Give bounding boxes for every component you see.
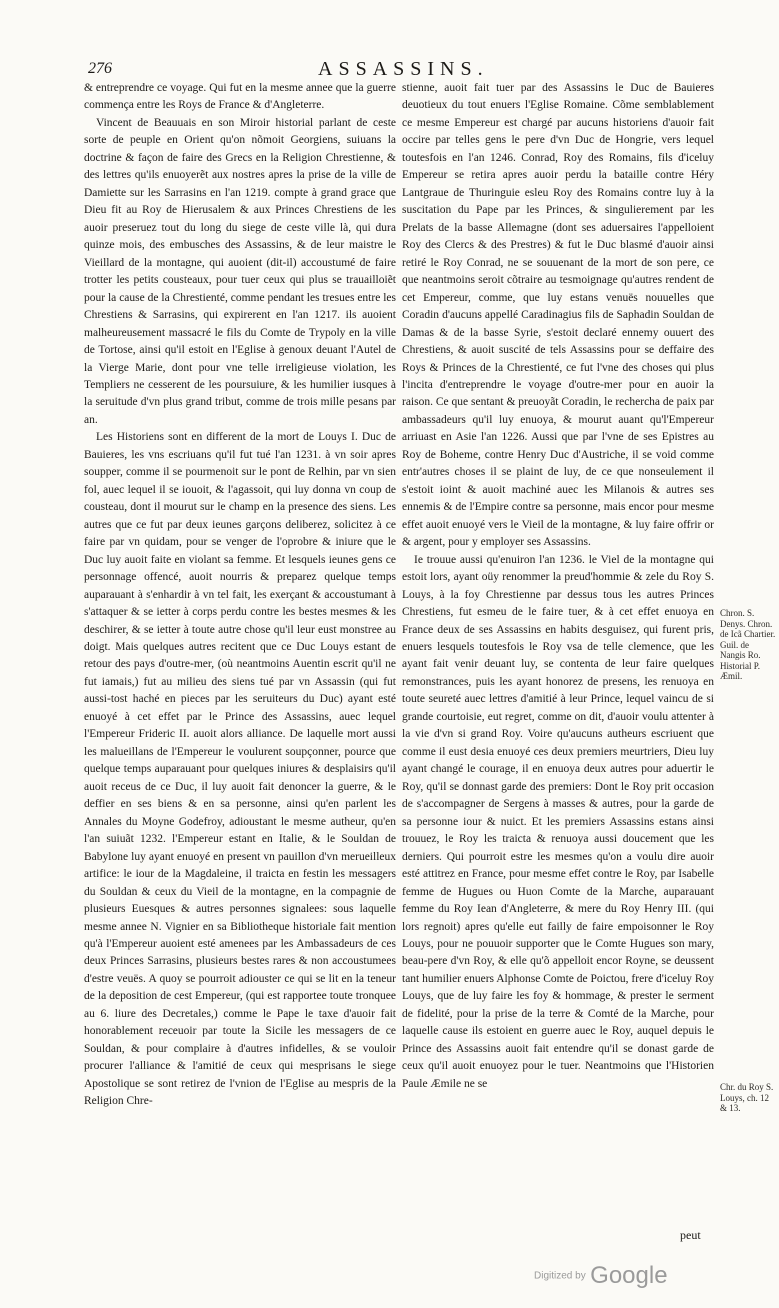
page-number: 276 (88, 60, 112, 77)
right-column (402, 80, 714, 1093)
paragraph: Ie trouue aussi qu'enuiron l'an 1236. le Viel de la montagne qui estoit lors, ayant oüy renommer la preud'hommie & zele du Roy S. Louys, à la foy Chrestienne par dessus tous les autres Princes Chrestiens, fut esmeu de le faire tuer, & à cet effet enuoya en France deux de ses Assassins en habits desguisez, qui furent pris, enuers lesquels toutesfois le Roy vsa de telle clemence, que les ayant fait venir deuant luy, se contenta de leur faire quelques remonstrances, puis les ayant honorez de presens, les renuoya en toute seureté auec lettres d'amitié à leur Prince, lequel vaincu de si grande courtoisie, eut regret, comme on dit, d'auoir voulu attenter à la vie d'vn si grand Roy. Voire qu'aucuns autheurs escriuent que comme il eust desia enuoyé ces deux premiers meurtriers, Dieu luy ayant changé le courage, il en enuoya deux autres pour aduertir le Roy, qu'il se donnast garde des premiers: Dont le Roy prit occasion de s'accompagner de Sergens à masses & autres, pour la garde de sa personne iour & nuict. Et les premiers Assassins estans ainsi trouuez, le Roy les traicta & renuoya aussi doucement que les derniers. Qui pourroit estre les mesmes qu'on a voulu dire auoir esté attitrez en France, pour mesme effet contre le Roy, par Isabelle femme de Hugues ou Huon Comte de la Marche, auparauant femme du Roy Iean d'Angleterre, & mere du Roy Henry III. (qui lors regnoit) apres qu'elle eut failly de faire empoisonner le Roy Louys, pour ne pouuoir supporter que le Comte Hugues son mary, beau-pere d'vn Roy, & elle qu'õ appelloit encor Royne, se deussent tant humilier enuers Alphonse Comte de Poictou, frere d'iceluy Roy Louys, que de luy faire les foy & hommage, & prester le serment de fidelité, pour la prise de la terre & Comté de la Marche, pour laquelle cause ils estoient en guerre auec le Roy, auquel depuis le Prince des Assassins auoit fait entendre qu'il se donast garde de ceux qu'il auoit enuoyez pour le tuer. Neantmoins que l'Historien Paule Æmile ne se (402, 553, 714, 1090)
margin-note-chronique-roy: Chr. du Roy S. Louys, ch. 12 & 13. (720, 1082, 774, 1113)
google-logo: Google (590, 1262, 668, 1289)
paragraph: Vincent de Beauuais en son Miroir historial parlant de ceste sorte de peuple en Orient qu'on nõmoit Georgiens, suiuans la doctrine & façon de faire des Grecs en la Religion Chrestienne, & des lettres qu'ils enuoyerẽt aux nostres apres la prise de la ville de Damiette sur les Sarrasins en l'an 1219. compte à grand grace que Dieu fit au Roy de Hierusalem & aux Princes Chrestiens de les auoir preseruez tout du long du siege de ceste ville là, qui dura quinze mois, des embusches des Assassins, & de leur maistre le Vieillard de la montagne, qui auoient (dit-il) accoustumé de faire trotter les petits cousteaux, pour tuer ceux qui plus se trauailloiẽt pour la cause de la Chrestienté, comme pendant les tresues entre les Chrestiens & Sarrasins, qui expirerent en l'an 1217. ils auoient malheureusement massacré le fils du Comte de Trypoly en la ville de Tortose, ainsi qu'il estoit en l'Eglise à genoux deuant l'Autel de la Vierge Marie, dont pour vne telle irreligieuse violation, les Templiers ne cesserent de les poursuiure, & les humilier iusques à la seruitude d'vn plus grand tribut, comme de trois mille pesans par an. (84, 116, 396, 426)
catchword: peut (680, 1228, 701, 1242)
paragraph: Les Historiens sont en different de la mort de Louys I. Duc de Bauieres, les vns escriuans qu'il fut tué l'an 1231. à vn soir apres soupper, comme il se pourmenoit sur le pont de Relhin, par vn sien fol, auec lequel il se iouoit, & l'agassoit, qui luy donna vn coup de cousteau, dont il mourut sur le champ en la presence des siens. Les autres que ce fut par deux ieunes garçons deliberez, solicitez à ce faire par vn quidam, pour se venger de l'oprobre & iniure que le Duc luy auoit faite en violant sa femme. Et lesquels ieunes gens ce personnage offencé, auoit nourris & preparez quelque temps auparauant à s'enhardir à vn tel fait, les exerçant & accoustumant à s'attaquer & se ietter à corps perdu contre les bestes mesmes & les deschirer, & se ietter à toute autre chose qu'il leur eust monstree au doigt. Mais quelques autres recitent que ce Duc Louys estant de retour des pays d'outre-mer, (où neantmoins Auentin escrit qu'il ne fut iamais,) fut au milieu des siens tué par vn Assassin (qui fut aussi-tost haché en pieces par les seruiteurs du Duc) ayant esté enuoyé à cet effet par le Prince des Assassins, auec lequel l'Empereur Frideric II. auoit alors alliance. De laquelle mort aussi les malueillans de l'Empereur le voulurent soupçonner, pource que quelque temps auparauant pour quelques iniures & desplaisirs qu'il auoit receus de ce Duc, il luy auoit fait denoncer la guerre, & le deffier en ses biens & en sa personne, ainsi qu'en parlent les Annales du Moyne Godefroy, adioustant le mesme autheur, qu'en l'an suiuãt 1232. l'Empereur estant en Italie, & le Souldan de Babylone luy ayant enuoyé en present vn pauillon d'vn merueilleux artifice: le iour de la Magdaleine, il traicta en festin les messagers du Souldan & ceux du Vieil de la montagne, en la compagnie de plusieurs Euesques & autres personnes signalees: sous laquelle mesme annee N. Vignier en sa Bibliotheque historiale fait mention qu'à l'Empereur auoient esté amenees par les Ambassadeurs de ces deux Princes Sarrasins, plusieurs bestes rares & non accoustumees d'estre veuës. A quoy se pourroit adiouster ce qui se lit en la teneur de la deposition de cest Empereur, (qui est rapportee toute tronquee au 6. liure des Decretales,) comme le Pape le taxe d'auoir fait honorablement receuoir par toute la Sicile les messagers de ce Souldan, & pour complaire à d'autres infidelles, & se vouloir procurer l'alliance & l'amitié de ceux qui mesprisans le siege Apostolique se sont retirez de l'vnion de l'Eglise au mespris de la Religion Chre- (84, 431, 396, 1108)
margin-note-chronicles: Chron. S. Denys. Chron. de Icã Chartier. Guil. de Nangis Ro. Historial P. Æmil. (720, 608, 776, 681)
running-head: ASSASSINS. (318, 58, 489, 80)
left-column (84, 80, 396, 1111)
paragraph: stienne, auoit fait tuer par des Assassins le Duc de Bauieres deuotieux du tout enuers l'Eglise Romaine. Cõme semblablement ce mesme Empereur est chargé par aucuns historiens d'auoir fait occire par telles gens le pere d'vn Duc de Hongrie, vers lequel toutesfois en l'an 1246. Conrad, Roy des Romains, fils d'iceluy Empereur se retira apres auoir perdu la bataille contre Héry Lantgraue de Thuringuie esleu Roy des Romains contre luy à la suscitation du Pape par les Princes, & singulierement par les Prelats de la basse Allemagne (dont ses aduersaires l'appelloient Roy des Clercs & des Prestres) & fut le Duc blasmé d'auoir ainsi retiré le Roy Conrad, ne se souuenant de la mort de son pere, ce que neantmoins seroit cõtraire au tesmoignage qu'autres rendent de cet Empereur, comme, que luy estans venuës nouuelles que Coradin d'aucuns appellé Caradinagius fils de Saphadin Souldan de Damas & de la basse Syrie, s'estoit declaré ennemy ouuert des Chrestiens, & auoit suscité de tels Assassins pour se deffaire des Roys & Princes de la Chrestienté, ce fut l'vne des choses qui plus l'incita d'entreprendre le voyage d'outre-mer pour en auoir la raison. Ce que sentant & preuoyãt Coradin, le rechercha de paix par ambassadeurs qu'il luy enuoya, & mourut auant qu'l'Empereur arriuast en Asie l'an 1226. Aussi que par l'vne de ses Epistres au Roy de Boheme, contre Henry Duc d'Austriche, il se void comme entr'autres choses il se plaint de luy, de ce que nonseulement il s'estoit ioint & auoit machiné auec les Milanois & autres ses ennemis & de l'Empire contre sa personne, mais encor pour mesme effet auoit enuoyé vers le Vieil de la montagne, & luy faire offrir or & argent, pour y employer ses Assassins. (402, 82, 714, 549)
watermark-prefix: Digitized by (534, 1270, 586, 1282)
watermark (534, 1262, 668, 1290)
paragraph: & entreprendre ce voyage. Qui fut en la mesme annee que la guerre commença entre les Roys de France & d'Angleterre. (84, 82, 396, 112)
